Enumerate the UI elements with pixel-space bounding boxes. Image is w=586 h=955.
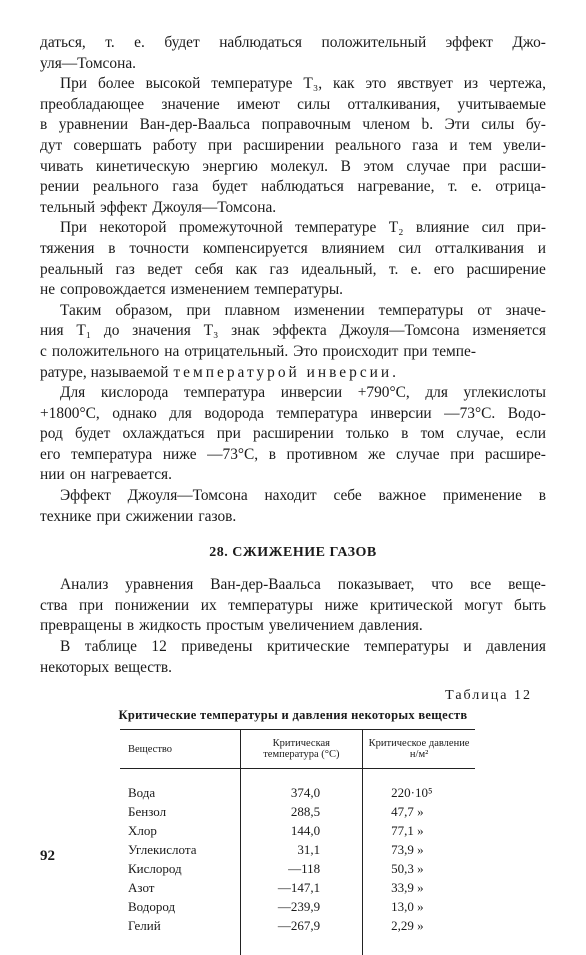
page-content	[40, 33, 546, 955]
text-line: При более высокой температуре T₃, как это явствует из чертежа,	[60, 75, 546, 93]
table-body	[120, 769, 475, 955]
cell-critical-pressure: 220·10⁵	[391, 785, 433, 801]
table-row	[120, 840, 475, 859]
table-row	[120, 916, 475, 955]
text-line: уля—Томсона.	[40, 54, 136, 72]
cell-critical-temperature: —147,1	[240, 878, 363, 897]
text-line: тяжения в точности компенсируется влиянием сил отталкивания и	[40, 239, 546, 257]
text-line: дут совершать работу при расширении реального газа и тем увели-	[40, 136, 546, 154]
table-row	[120, 878, 475, 897]
text-line: преобладающее значение имеют силы отталкивания, учитываемые	[40, 95, 546, 113]
inversion-line	[40, 363, 546, 384]
table-caption: Критические температуры и давления некоторых веществ	[118, 708, 468, 723]
table-row	[120, 769, 475, 803]
text-line: тельный эффект Джоуля—Томсона.	[40, 198, 277, 216]
text-line: некоторых веществ.	[40, 658, 172, 676]
cell-substance: Кислород	[128, 861, 182, 877]
table-row	[120, 802, 475, 821]
cell-critical-temperature: 374,0	[240, 769, 363, 803]
cell-substance: Хлор	[128, 823, 157, 839]
cell-critical-pressure: 33,9 »	[391, 880, 424, 896]
text-line: род будет охлаждаться при расширении только в том случае, если	[40, 425, 546, 443]
table-header-row	[120, 730, 475, 769]
cell-critical-pressure: 77,1 »	[391, 823, 424, 839]
text-line: даться, т. е. будет наблюдаться положительный эффект Джо-	[40, 34, 546, 51]
text-line: в уравнении Ван-дер-Ваальса поправочным членом b. Эти силы бу-	[40, 116, 546, 134]
text-line: В таблице 12 приведены критические температуры и давления	[60, 638, 546, 656]
text-line: ства при понижении их температуры ниже критической могут быть	[40, 596, 546, 614]
text-line: технике при сжижении газов.	[40, 507, 237, 525]
cell-substance: Углекислота	[128, 842, 197, 858]
cell-critical-pressure: 47,7 »	[391, 804, 424, 820]
cell-critical-temperature: —239,9	[240, 897, 363, 916]
body-text-bottom	[40, 575, 546, 678]
header-substance: Вещество	[120, 730, 240, 769]
inversion-temperature-term: температурой инверсии.	[173, 363, 399, 381]
table-row	[120, 859, 475, 878]
cell-critical-pressure: 13,0 »	[391, 899, 424, 915]
cell-substance: Азот	[128, 880, 155, 896]
text-line: +1800°С, однако для водорода температура инверсии —73°С. Водо-	[40, 404, 546, 422]
cell-critical-temperature: —118	[240, 859, 363, 878]
text-line: его температура ниже —73°С, в противном же случае при расшире-	[40, 445, 546, 463]
text-line: чивать кинетическую энергию молекул. В этом случае при расши-	[40, 157, 546, 175]
cell-critical-pressure: 50,3 »	[391, 861, 424, 877]
text-line: превращены в жидкость простым увеличением давления.	[40, 617, 423, 635]
text-line: При некоторой промежуточной температуре T₂ влияние сил при-	[60, 219, 546, 237]
text-line: рении реального газа будет наблюдаться нагревание, т. е. отрица-	[40, 178, 546, 196]
page-number: 92	[40, 848, 55, 864]
section-heading: 28. СЖИЖЕНИЕ ГАЗОВ	[209, 545, 377, 561]
header-critical-temperature: Критическая температура (°С)	[240, 730, 363, 769]
critical-properties-table	[120, 729, 475, 955]
header-critical-pressure: Критическое давление н/м²	[363, 730, 475, 769]
cell-critical-temperature: 288,5	[240, 802, 363, 821]
table-row	[120, 897, 475, 916]
cell-substance: Гелий	[128, 918, 161, 934]
cell-critical-pressure: 2,29 »	[391, 918, 424, 934]
text-line: Эффект Джоуля—Томсона находит себе важное применение в	[60, 487, 546, 505]
text-line: реальный газ ведет себя как газ идеальный, т. е. его расширение	[40, 260, 546, 278]
text-line: Для кислорода температура инверсии +790°С, для углекислоты	[60, 384, 546, 402]
cell-critical-temperature: —267,9	[240, 916, 363, 955]
text-line: ния T₁ до значения T₃ знак эффекта Джоуля—Томсона изменяется	[40, 322, 546, 340]
text-line: Таким образом, при плавном изменении температуры от значе-	[60, 301, 546, 319]
cell-critical-temperature: 31,1	[240, 840, 363, 859]
text-line: с положительного на отрицательный. Это происходит при темпе-	[40, 342, 476, 360]
cell-substance: Бензол	[128, 804, 167, 820]
body-text-top	[40, 33, 546, 527]
table-row	[120, 821, 475, 840]
table-label: Таблица 12	[445, 688, 532, 704]
text-line: не сопровождается изменением температуры.	[40, 281, 344, 299]
cell-substance: Вода	[128, 785, 156, 801]
text-line: Анализ уравнения Ван-дер-Ваальса показывает, что все веще-	[60, 576, 546, 594]
text-line: нии он нагревается.	[40, 466, 172, 484]
cell-substance: Водород	[128, 899, 176, 915]
inversion-line-prefix: ратуре, называемой	[40, 363, 169, 381]
cell-critical-pressure: 73,9 »	[391, 842, 424, 858]
cell-critical-temperature: 144,0	[240, 821, 363, 840]
